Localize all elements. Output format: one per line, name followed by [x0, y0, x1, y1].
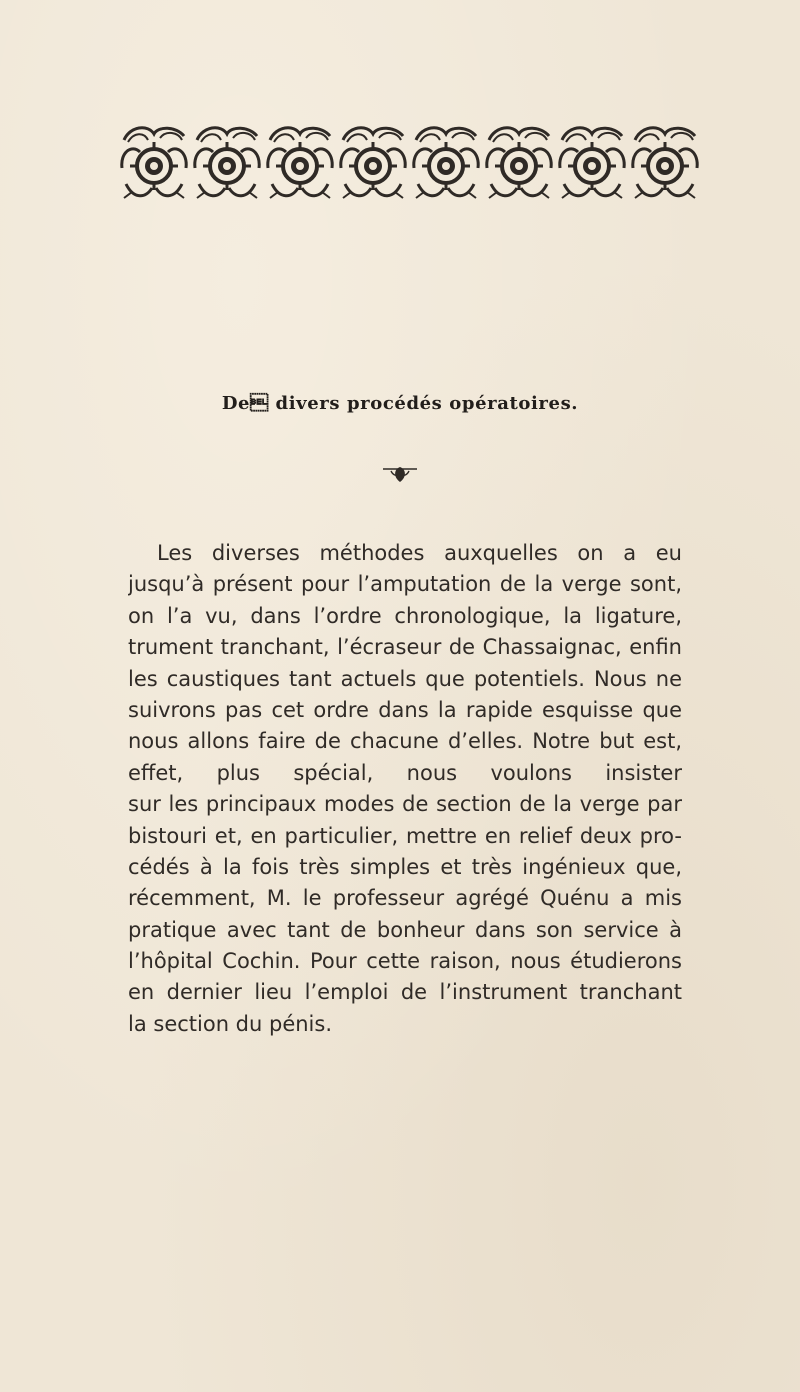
chapter-title: De divers procédés opératoires. [221, 393, 579, 414]
paragraph-line: la section du pénis. [128, 1011, 333, 1036]
paragraph-line: suivrons pas cet ordre dans la rapide esquisse que [128, 697, 682, 722]
fleuron-icon [381, 463, 419, 485]
paragraph-line: effet, plus spécial, nous voulons insister [128, 760, 682, 785]
paragraph-line: en dernier lieu l’emploi de l’instrument tranchant [128, 980, 682, 1005]
paragraph-line: les caustiques tant actuels que potentiels. Nous ne [128, 666, 682, 691]
paragraph-line: trument tranchant, l’écraseur de Chassaignac, enfin [128, 635, 682, 660]
paragraph-line: on l’a vu, dans l’ordre chronologique, la ligature, [128, 603, 682, 628]
paragraph-line: Les diverses méthodes auxquelles on a eu [157, 541, 682, 565]
floral-rosette-band-icon [118, 122, 702, 204]
paragraph-line: pratique avec tant de bonheur dans son service à [128, 917, 682, 942]
paragraph-line: cédés à la fois très simples et très ingénieux que, [128, 854, 682, 879]
body-paragraph [128, 538, 682, 1040]
paragraph-line: bistouri et, en particulier, mettre en relief deux pro- [128, 823, 682, 848]
paragraph-line: nous allons faire de chacune d’elles. Notre but est, [128, 729, 682, 754]
paragraph-line: l’hôpital Cochin. Pour cette raison, nous étudierons [128, 949, 682, 974]
paragraph-line: récemment, M. le professeur agrégé Quénu a mis [128, 886, 682, 911]
paragraph-line: sur les principaux modes de section de la verge par [128, 792, 682, 817]
paragraph-line: jusqu’à présent pour l’amputation de la verge sont, [128, 572, 682, 597]
